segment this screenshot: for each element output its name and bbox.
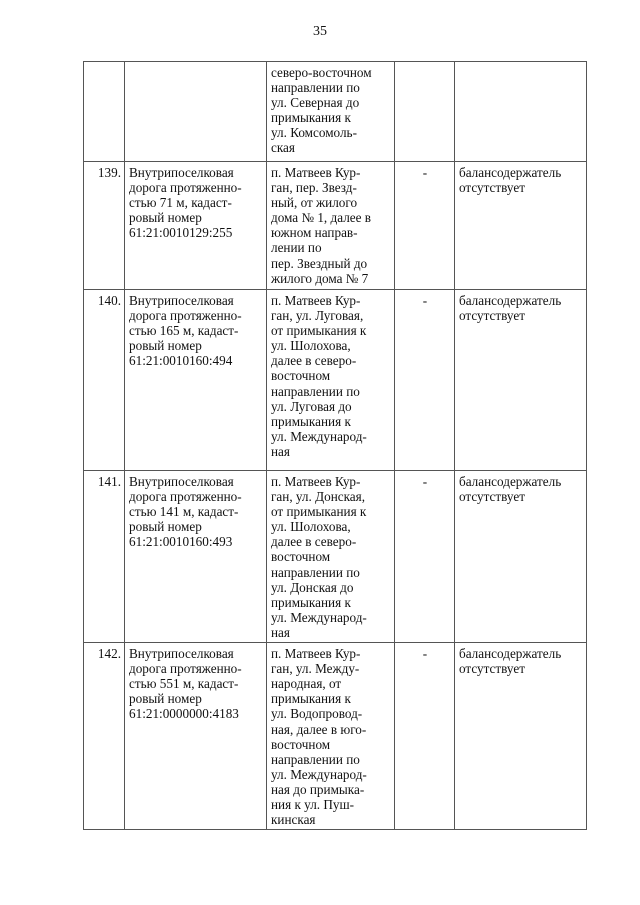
table-row	[84, 290, 587, 471]
name-line: Внутрипоселковая	[129, 165, 234, 180]
location-line: пер. Звездный до	[271, 255, 368, 271]
name-line: 61:21:0010160:493	[129, 534, 233, 550]
name-line: дорога протяженно-	[129, 489, 242, 505]
location-line: ган, пер. Звезд-	[271, 180, 357, 196]
cell-number: 140.	[84, 290, 125, 471]
name-line: стью 551 м, кадаст-	[129, 676, 239, 692]
name-line: стью 71 м, кадаст-	[129, 195, 232, 211]
cell-number: 142.	[84, 643, 125, 830]
name-line: стью 165 м, кадаст-	[129, 323, 239, 339]
cell-name	[125, 162, 267, 290]
location-line: восточном	[271, 549, 331, 565]
name-line: стью 141 м, кадаст-	[129, 504, 239, 520]
cell-location	[267, 290, 395, 471]
name-line: ровый номер	[129, 691, 202, 707]
name-line: 61:21:0010160:494	[129, 353, 233, 369]
location-line: направлении по	[271, 751, 360, 767]
location-line: ул. Северная до	[271, 95, 360, 111]
name-line: 61:21:0000000:4183	[129, 706, 239, 722]
cell-location	[267, 162, 395, 290]
location-line: далее в северо-	[271, 534, 357, 550]
location-line: ная до примыка-	[271, 781, 365, 797]
road-registry-table	[83, 61, 587, 830]
location-line: ул. Водопровод-	[271, 706, 363, 722]
holder-line: балансодержатель	[459, 293, 562, 308]
cell-holder	[455, 290, 587, 471]
holder-line: отсутствует	[459, 308, 525, 324]
location-line: лении по	[271, 240, 322, 256]
location-line: народная, от	[271, 676, 342, 692]
location-line: ган, ул. Луговая,	[271, 308, 364, 324]
name-line: ровый номер	[129, 210, 202, 226]
name-line: Внутрипоселковая	[129, 646, 234, 662]
location-line: далее в северо-	[271, 353, 357, 369]
location-line: п. Матвеев Кур-	[271, 293, 361, 308]
location-line: направлении по	[271, 383, 360, 399]
name-line: ровый номер	[129, 338, 202, 354]
location-line: п. Матвеев Кур-	[271, 646, 361, 662]
location-line: примыкания к	[271, 413, 351, 429]
cell-holder	[455, 643, 587, 830]
cell-name	[125, 62, 267, 162]
cell-location	[267, 471, 395, 643]
holder-line: отсутствует	[459, 661, 525, 677]
holder-line: отсутствует	[459, 489, 525, 505]
location-line: ния к ул. Пуш-	[271, 796, 355, 812]
location-line: ная	[271, 443, 290, 459]
location-line: ул. Шолохова,	[271, 338, 351, 354]
cell-name	[125, 290, 267, 471]
name-line: дорога протяженно-	[129, 308, 242, 324]
location-line: ул. Луговая до	[271, 398, 352, 414]
location-line: примыкания к	[271, 594, 351, 610]
holder-line: балансодержатель	[459, 165, 562, 180]
table-row	[84, 162, 587, 290]
cell-owner: -	[395, 643, 455, 830]
page-number: 35	[313, 24, 327, 39]
cell-owner: -	[395, 471, 455, 643]
location-line: южном направ-	[271, 225, 358, 241]
location-line: ул. Шолохова,	[271, 519, 351, 535]
holder-line: балансодержатель	[459, 474, 562, 489]
cell-number: 141.	[84, 471, 125, 643]
cell-owner	[395, 62, 455, 162]
location-line: примыкания к	[271, 691, 351, 707]
location-line: ный, от жилого	[271, 195, 358, 211]
location-line: ул. Международ-	[271, 766, 367, 782]
cell-name	[125, 471, 267, 643]
location-line: ская	[271, 140, 295, 156]
name-line: Внутрипоселковая	[129, 474, 234, 489]
location-line: направлении по	[271, 80, 360, 96]
location-line: восточном	[271, 736, 331, 752]
location-line: п. Матвеев Кур-	[271, 165, 361, 180]
location-line: кинская	[271, 812, 316, 828]
table-row	[84, 643, 587, 830]
cell-owner: -	[395, 290, 455, 471]
location-line: восточном	[271, 368, 331, 384]
location-line: северо-восточном	[271, 65, 372, 80]
name-line: 61:21:0010129:255	[129, 225, 233, 241]
location-line: от примыкания к	[271, 504, 367, 520]
name-line: ровый номер	[129, 519, 202, 535]
table-row	[84, 471, 587, 643]
location-line: ная, далее в юго-	[271, 721, 367, 737]
cell-number: 139.	[84, 162, 125, 290]
name-line: дорога протяженно-	[129, 661, 242, 677]
location-line: ная	[271, 624, 290, 640]
location-line: примыкания к	[271, 110, 351, 126]
table-row-continuation	[84, 62, 587, 162]
cell-number	[84, 62, 125, 162]
location-line: ул. Комсомоль-	[271, 125, 357, 141]
cell-holder	[455, 62, 587, 162]
location-line: ган, ул. Донская,	[271, 489, 366, 505]
location-line: жилого дома № 7	[271, 270, 369, 286]
location-line: ул. Международ-	[271, 428, 367, 444]
holder-line: балансодержатель	[459, 646, 562, 662]
location-line: ул. Международ-	[271, 609, 367, 625]
location-line: дома № 1, далее в	[271, 210, 372, 226]
cell-name	[125, 643, 267, 830]
cell-location	[267, 643, 395, 830]
cell-holder	[455, 162, 587, 290]
location-line: ган, ул. Между-	[271, 661, 360, 677]
holder-line: отсутствует	[459, 180, 525, 196]
cell-holder	[455, 471, 587, 643]
cell-owner: -	[395, 162, 455, 290]
location-line: направлении по	[271, 564, 360, 580]
cell-location	[267, 62, 395, 162]
location-line: ул. Донская до	[271, 579, 354, 595]
location-line: от примыкания к	[271, 323, 367, 339]
name-line: дорога протяженно-	[129, 180, 242, 196]
name-line: Внутрипоселковая	[129, 293, 234, 308]
location-line: п. Матвеев Кур-	[271, 474, 361, 489]
